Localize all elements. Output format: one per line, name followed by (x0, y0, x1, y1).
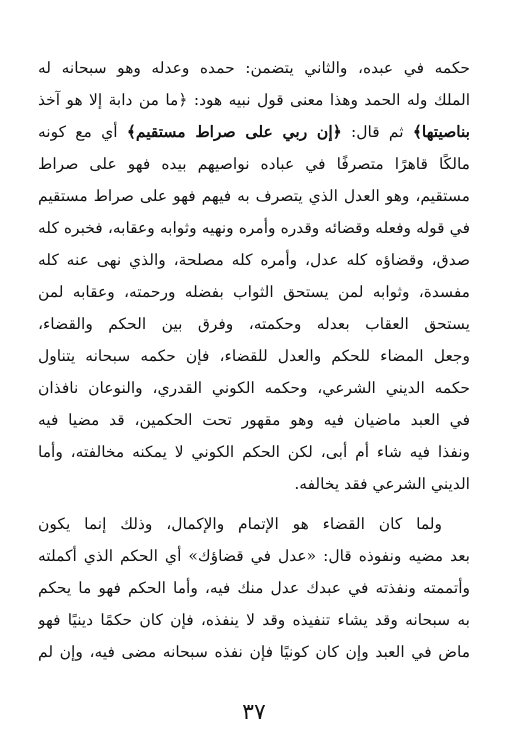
quran-verse: ﴿إن ربي على صراط مستقيم﴾ (126, 122, 342, 141)
text-line: صدق، وقضاؤه كله عدل، وأمره كله مصلحة، والذي نهى عنه كله (38, 251, 470, 269)
text-line: ماض في العبد وإن كان كونيًا فإن نفذه سبحانه مضى فيه، وإن لم (38, 643, 470, 661)
page-number: ٣٧ (242, 700, 266, 725)
text-line: ولما كان القضاء هو الإتمام والإكمال، وذلك إنما يكون (38, 515, 442, 533)
text-line: مالكًا قاهرًا متصرفًا في عباده نواصيهم بيده فهو على صراط (38, 155, 470, 173)
text-line: حكمه الديني الشرعي، وحكمه الكوني القدري، والنوعان نافذان (38, 379, 470, 397)
text-line: يستحق العقاب بعدله وحكمته، وفرق بين الحكم والقضاء، (38, 315, 470, 333)
text-line: به سبحانه وقد يشاء تنفيذه وقد لا ينفذه، فإن كان حكمًا دينيًا فهو (38, 611, 470, 629)
text-line: الملك وله الحمد وهذا معنى قول نبيه هود: ﴿ما من دابة إلا هو آخذ (38, 91, 470, 109)
text-line: حكمه في عبده، والثاني يتضمن: حمده وعدله وهو سبحانه له (38, 59, 470, 77)
quran-verse: بناصيتها﴾ (412, 122, 470, 141)
text-line: ونفذا فيه شاء أم أبى، لكن الحكم الكوني لا يمكنه مخالفته، وأما (38, 443, 470, 461)
text-line: في قوله وفعله وقضائه وقدره وأمره ونهيه وثوابه وعقابه، فخبره كله (38, 219, 470, 237)
text-line: وأتممته ونفذته في عبدك عدل منك فيه، وأما الحكم فهو ما يحكم (38, 579, 470, 597)
text-line: بناصيتها﴾ ثم قال: ﴿إن ربي على صراط مستقيم﴾ أي مع كونه (38, 122, 470, 141)
text-line: بعد مضيه ونفوذه قال: «عدل في قضاؤك» أي الحكم الذي أكملته (38, 547, 470, 565)
body-text (38, 52, 470, 668)
text-line: الديني الشرعي فقد يخالفه. (294, 475, 470, 493)
text-line: مستقيم، وهو العدل الذي يتصرف به فيهم فهو على صراط مستقيم (38, 187, 470, 205)
text-line: وجعل المضاء للحكم والعدل للقضاء، فإن حكمه سبحانه يتناول (38, 347, 470, 365)
text-line: في العبد ماضيان فيه وهو مقهور تحت الحكمين، قد مضيا فيه (38, 411, 470, 429)
text-line: مفسدة، وثوابه لمن يستحق الثواب بفضله ورحمته، وعقابه لمن (38, 283, 470, 301)
